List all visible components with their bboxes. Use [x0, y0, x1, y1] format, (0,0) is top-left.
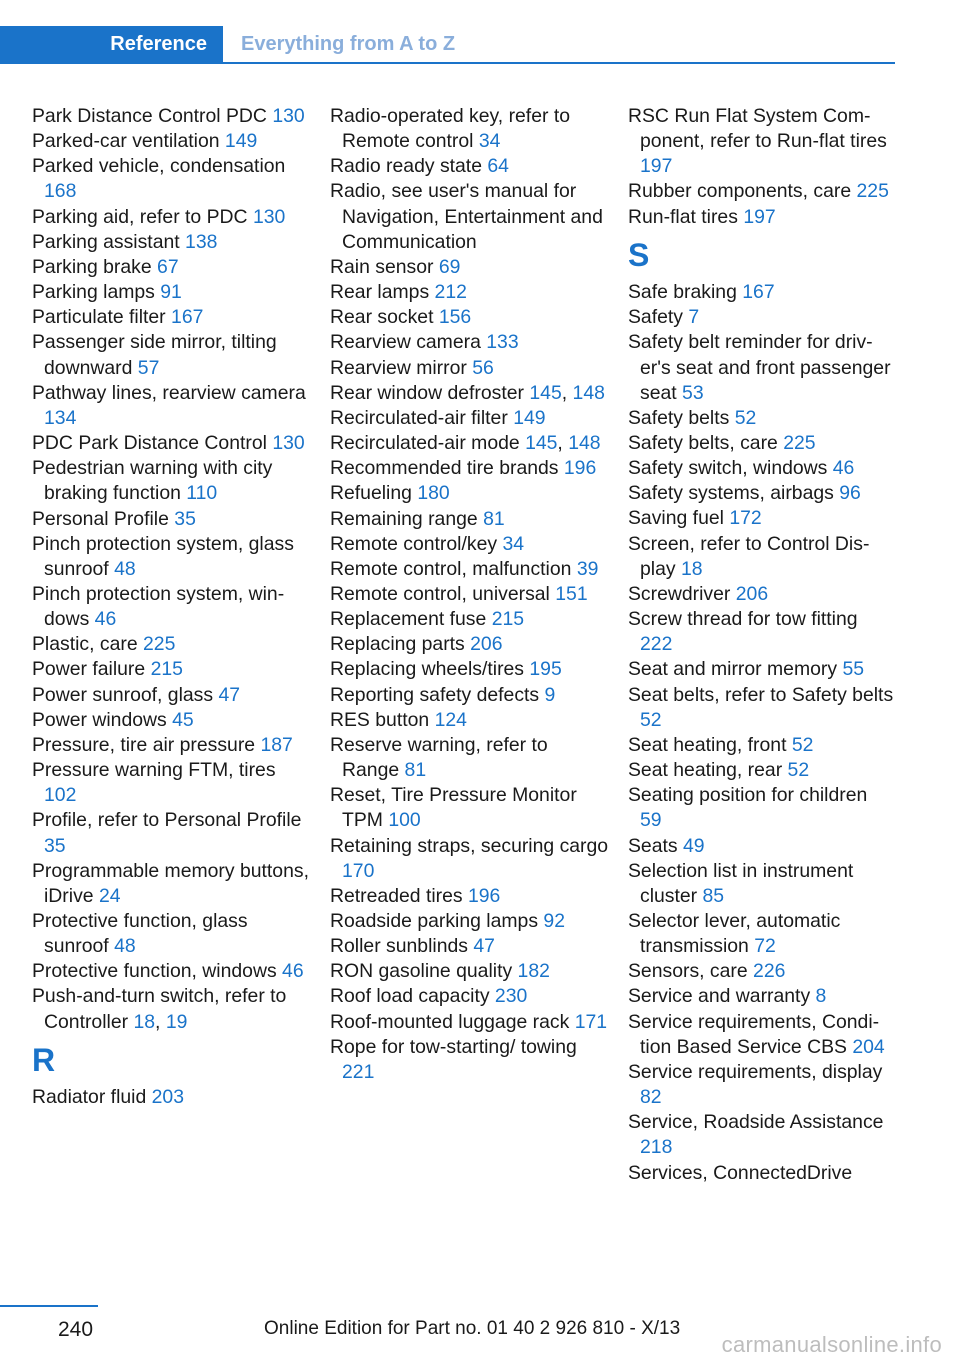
index-entry [628, 104, 894, 179]
page-link[interactable]: 9 [544, 683, 556, 706]
page-link[interactable]: 59 [640, 809, 662, 832]
page-link[interactable]: 212 [434, 281, 467, 304]
page-link[interactable]: 130 [252, 205, 286, 228]
entry-label: Pedestrian warning with city braking function [32, 457, 273, 505]
page-link[interactable]: 124 [434, 708, 467, 731]
index-entry [628, 532, 894, 582]
index-entry [330, 154, 610, 179]
index-entry [628, 1110, 894, 1160]
entry-label: Rope for tow-starting/ towing [330, 1035, 577, 1058]
page-link[interactable]: 100 [388, 809, 421, 832]
page-link[interactable]: 55 [842, 658, 865, 681]
entry-label: Pathway lines, rearview camera [32, 381, 306, 404]
page-link[interactable]: 225 [783, 432, 816, 455]
index-entry [628, 280, 894, 305]
index-entry [628, 783, 894, 833]
entry-label: Protective function, glass sunroof [32, 910, 248, 958]
index-entry [32, 582, 312, 632]
index-entry [330, 507, 610, 532]
index-entry [330, 884, 610, 909]
page-link[interactable]: 167 [742, 281, 775, 304]
index-entry [32, 758, 312, 808]
entry-label: Remote control, malfunction [330, 557, 577, 580]
page-link[interactable]: 222 [640, 633, 673, 656]
tab-everything-a-to-z[interactable]: Everything from A to Z [241, 33, 456, 55]
page-link[interactable]: 57 [137, 356, 160, 379]
index-entry [330, 557, 610, 582]
page-link[interactable]: 52 [640, 708, 662, 731]
entry-label: Selector lever, automatic transmission [628, 909, 841, 958]
entry-label: Service, Roadside Assistance [628, 1111, 884, 1134]
page-link[interactable]: 167 [171, 306, 204, 329]
entry-label: Parking lamps [32, 281, 161, 304]
page-link[interactable]: 34 [502, 532, 525, 555]
entry-label: Rearview mirror [330, 356, 473, 379]
index-entry [32, 632, 312, 657]
entry-label: Pinch protection system, glass sunroof [32, 532, 294, 580]
page-link[interactable]: 156 [438, 306, 472, 329]
page-link[interactable]: 196 [467, 884, 501, 907]
entry-label: Retaining straps, securing cargo [330, 834, 609, 857]
entry-label: Rearview camera [330, 331, 487, 354]
entry-label: Pinch protection system, windows [32, 582, 285, 631]
entry-label: Passenger side mirror, tilting downward [32, 331, 277, 379]
entry-label: Screw thread for tow fitting [628, 608, 858, 631]
page-link[interactable]: 148 [568, 432, 601, 455]
entry-label: Remote control/key [330, 532, 503, 555]
page-link[interactable]: 133 [486, 331, 519, 354]
entry-label: Roof-mounted luggage rack [330, 1010, 575, 1033]
entry-label: Particulate filter [32, 306, 172, 329]
entry-label: Parking assistant [32, 230, 186, 253]
index-entry [330, 984, 610, 1009]
page-link[interactable]: 196 [563, 457, 597, 480]
entry-label: Sensors, care [628, 960, 754, 983]
page-link[interactable]: 218 [640, 1136, 673, 1159]
index-entry [628, 1060, 894, 1110]
index-entry [628, 657, 894, 682]
entry-label: Reset, Tire Pressure Monitor TPM [330, 784, 577, 832]
footer-rule [0, 1305, 98, 1307]
index-entry [330, 708, 610, 733]
entry-label: Park Distance Control PDC [32, 105, 273, 127]
entry-label: Pressure warning FTM, tires [32, 759, 276, 782]
entry-label: Replacing parts [330, 633, 471, 656]
index-entry [330, 456, 610, 481]
index-entry [32, 683, 312, 708]
index-entry [32, 708, 312, 733]
entry-label: Safety belt reminder for driver's seat and front passenger seat [628, 331, 891, 404]
index-entry [32, 456, 312, 506]
entry-label: Roller sunblinds [330, 935, 474, 958]
page-link[interactable]: 204 [852, 1035, 885, 1058]
index-column-1 [32, 104, 312, 1110]
page-link[interactable]: 197 [743, 205, 776, 228]
page-link[interactable]: 52 [787, 759, 810, 782]
entry-label: Run-flat tires [628, 205, 744, 228]
entry-label: Safe braking [628, 281, 743, 304]
page-link[interactable]: 24 [98, 884, 121, 907]
page-link[interactable]: 81 [483, 507, 505, 530]
entry-label: Remote control, universal [330, 582, 556, 605]
entry-label: Remaining range [330, 507, 484, 530]
index-entry [32, 959, 312, 984]
section-letter: R [32, 1041, 56, 1078]
index-entry [32, 129, 312, 154]
page-link[interactable]: 45 [172, 708, 194, 731]
index-entry [330, 783, 610, 833]
entry-label: Rain sensor [330, 255, 439, 278]
index-entry [330, 607, 610, 632]
page-link[interactable]: 226 [753, 960, 786, 983]
index-entry [32, 154, 312, 204]
page-link[interactable]: 187 [260, 733, 293, 756]
page-link[interactable]: 130 [272, 432, 305, 455]
index-entry [330, 1035, 610, 1085]
entry-label: Reserve warning, refer to Range [330, 733, 548, 782]
entry-label: Seat belts, refer to Safety belts [628, 683, 894, 706]
index-entry [330, 632, 610, 657]
entry-label: Rear socket [330, 306, 439, 329]
edition-note: Online Edition for Part no. 01 40 2 926 810 - X/13 [264, 1318, 681, 1339]
index-entry [628, 959, 894, 984]
index-entry [330, 909, 610, 934]
page-link[interactable]: 85 [702, 884, 725, 907]
entry-label: Roof load capacity [330, 985, 495, 1008]
page-link[interactable]: 92 [543, 910, 565, 932]
index-column-2 [330, 104, 610, 1085]
index-entry [628, 859, 894, 909]
index-entry [628, 205, 894, 230]
page-link[interactable]: 52 [734, 406, 757, 429]
index-entry [32, 431, 312, 456]
entry-label: Reporting safety defects [330, 683, 545, 706]
page-link[interactable]: 130 [272, 105, 305, 127]
entry-label: Radio, see user's manual for Navigation, Entertainment and Communication [330, 180, 603, 253]
page-link[interactable]: 46 [94, 608, 117, 631]
entry-label: Rubber components, care [628, 180, 857, 203]
page-link[interactable]: 215 [150, 658, 183, 681]
index-entry [330, 934, 610, 959]
entry-label: Safety [628, 306, 689, 329]
page-link[interactable]: 47 [218, 683, 241, 706]
page-number: 240 [58, 1318, 94, 1341]
index-entry [32, 205, 312, 230]
entry-label: Seat heating, rear [628, 759, 788, 782]
entry-label: Service and warranty [628, 985, 816, 1008]
entry-label: Safety belts [628, 406, 735, 429]
entry-label: Power windows [32, 708, 173, 731]
page-link[interactable]: 225 [856, 180, 889, 203]
entry-label: Personal Profile [32, 507, 175, 530]
index-entry [32, 381, 312, 431]
index-entry [628, 431, 894, 456]
page-link[interactable]: 52 [791, 733, 814, 756]
entry-label: Safety belts, care [628, 432, 784, 455]
page-link[interactable]: 81 [404, 759, 427, 782]
entry-label: Pressure, tire air pressure [32, 733, 261, 756]
index-entry [330, 179, 610, 254]
page-link[interactable]: 102 [44, 784, 77, 807]
index-entry [628, 506, 894, 531]
page-link[interactable]: 46 [832, 457, 855, 480]
index-entry [330, 280, 610, 305]
page-link[interactable]: 82 [640, 1086, 662, 1109]
entry-label: Seats [628, 834, 683, 857]
index-entry [330, 834, 610, 884]
page-link[interactable]: 230 [494, 985, 528, 1008]
index-entry [32, 808, 312, 858]
page-link[interactable]: 197 [640, 155, 673, 178]
entry-label: Seating position for children [628, 784, 868, 807]
entry-label: Seat heating, front [628, 733, 792, 756]
page-link[interactable]: 151 [555, 582, 588, 605]
index-entry: Rear window defroster 145, 148 [330, 381, 605, 404]
page-link[interactable]: 8 [815, 985, 827, 1008]
index-entry [32, 909, 312, 959]
page-link[interactable]: 149 [513, 406, 546, 429]
page-link[interactable]: 35 [174, 507, 196, 530]
index-entry [628, 481, 894, 506]
index-entry [330, 406, 610, 431]
entry-label: Radiator fluid [32, 1086, 152, 1109]
entry-label: Parking aid, refer to PDC [32, 205, 253, 228]
page-link[interactable]: 145 [529, 381, 562, 404]
page-link[interactable]: 34 [478, 130, 501, 153]
page-link[interactable]: 138 [185, 230, 218, 253]
entry-label: PDC Park Distance Control [32, 432, 273, 455]
entry-label: Power failure [32, 658, 151, 681]
index-entry [628, 406, 894, 431]
entry-label: Recirculated-air mode [330, 432, 526, 455]
page-link[interactable]: 91 [160, 281, 182, 304]
index-entry [628, 330, 894, 405]
index-entry [32, 230, 312, 255]
page-link[interactable]: 39 [576, 557, 599, 580]
entry-label: Services, ConnectedDrive [628, 1161, 853, 1184]
page-link[interactable]: 221 [342, 1060, 375, 1083]
section-letter: S [628, 236, 650, 273]
index-entry [330, 330, 610, 355]
index-entry [330, 356, 610, 381]
page-link[interactable]: 206 [735, 582, 769, 605]
entry-label: RON gasoline quality [330, 960, 518, 983]
index-entry [330, 657, 610, 682]
index-entry [32, 507, 312, 532]
page-link[interactable]: 72 [754, 935, 776, 958]
page-link[interactable]: 35 [44, 834, 66, 857]
index-entry [330, 481, 610, 506]
page-link[interactable]: 215 [491, 608, 525, 631]
index-entry [628, 179, 894, 204]
entry-label: Recirculated-air filter [330, 406, 514, 429]
index-entry [32, 532, 312, 582]
index-entry [330, 255, 610, 280]
entry-label: Profile, refer to Personal Profile [32, 809, 302, 832]
page-link[interactable]: 46 [282, 960, 304, 983]
index-entry [628, 582, 894, 607]
entry-label: Programmable memory buttons, iDrive [32, 859, 309, 907]
index-column-3 [628, 104, 894, 1186]
index-entry [330, 532, 610, 557]
page-link[interactable]: 18 [133, 1010, 156, 1033]
page-link[interactable]: 96 [839, 482, 861, 505]
entry-label: Seat and mirror memory [628, 658, 843, 681]
entry-label: Radio ready state [330, 155, 488, 178]
entry-label: Power sunroof, glass [32, 683, 219, 706]
page-link[interactable]: 170 [342, 859, 375, 882]
page-link[interactable]: 171 [574, 1010, 608, 1033]
index-entry [628, 683, 894, 733]
index-entry [32, 733, 312, 758]
entry-label: Safety switch, windows [628, 457, 833, 480]
index-entry [628, 984, 894, 1009]
entry-label: Saving fuel [628, 507, 730, 530]
index-entry [330, 104, 610, 154]
index-entry [330, 733, 610, 783]
page-link[interactable]: 180 [417, 482, 450, 505]
index-entry [32, 280, 312, 305]
index-entry [32, 1085, 312, 1110]
index-entry [32, 104, 312, 129]
page-link[interactable]: 67 [157, 255, 179, 278]
index-entry [628, 758, 894, 783]
index-entry [628, 909, 894, 959]
entry-label: Rear lamps [330, 281, 435, 304]
page-link[interactable]: 145 [525, 432, 558, 455]
entry-label: Roadside parking lamps [330, 910, 544, 932]
index-entry [330, 683, 610, 708]
index-entry [330, 1010, 610, 1035]
header-bar [0, 26, 895, 64]
entry-label: Push-and-turn switch, refer to Controller [32, 985, 287, 1033]
page-link[interactable]: 18 [680, 557, 703, 580]
page-link[interactable]: 172 [729, 507, 762, 530]
entry-label: Replacing wheels/tires [330, 658, 530, 681]
entry-label: RES button [330, 708, 435, 731]
entry-label: Selection list in instrument cluster [628, 859, 854, 907]
entry-label: RSC Run Flat System Component, refer to Run-flat tires [628, 105, 887, 153]
index-entry [330, 582, 610, 607]
page-link[interactable]: 182 [517, 960, 550, 983]
entry-label: Screen, refer to Control Display [628, 532, 870, 580]
entry-label: Refueling [330, 482, 418, 505]
entry-label: Screwdriver [628, 582, 736, 605]
page-link[interactable]: 48 [114, 935, 136, 958]
index-entry [628, 607, 894, 657]
page-link[interactable]: 203 [151, 1086, 184, 1109]
page-link[interactable]: 148 [572, 381, 605, 404]
index-entry [628, 1161, 894, 1186]
tab-reference[interactable]: Reference [0, 26, 223, 62]
entry-label: Protective function, windows [32, 960, 283, 983]
entry-label: Service requirements, display [628, 1060, 883, 1083]
index-entry: Push-and-turn switch, refer to Controller 18, 19 [32, 985, 287, 1033]
entry-label: Parked-car ventilation [32, 130, 225, 153]
page-link[interactable]: 206 [470, 633, 503, 656]
page-link[interactable]: 19 [165, 1010, 188, 1033]
watermark: carmanualsonline.info [721, 1332, 942, 1357]
index-entry [628, 834, 894, 859]
index-entry [628, 305, 894, 330]
entry-label: Rear window defroster [330, 381, 530, 404]
index-entry [32, 330, 312, 380]
index-entry [628, 733, 894, 758]
page-link[interactable]: 47 [473, 935, 495, 958]
page-link[interactable]: 69 [438, 255, 461, 278]
page-link[interactable]: 110 [186, 482, 218, 505]
page-link[interactable]: 48 [114, 557, 136, 580]
page-link[interactable]: 53 [682, 381, 704, 404]
entry-label: Plastic, care [32, 633, 143, 656]
index-entry [330, 305, 610, 330]
entry-label: Service requirements, Condition Based Service CBS [628, 1010, 880, 1058]
page-link[interactable]: 64 [487, 155, 509, 178]
entry-label: Safety systems, airbags [628, 482, 840, 505]
index-entry [628, 456, 894, 481]
entry-label: Recommended tire brands [330, 457, 564, 480]
entry-label: Replacement fuse [330, 608, 492, 631]
index-entry [32, 859, 312, 909]
page-link[interactable]: 225 [143, 633, 176, 656]
index-entry: Recirculated-air mode 145, 148 [330, 432, 601, 455]
page-link[interactable]: 7 [688, 306, 700, 329]
page-link[interactable]: 195 [529, 658, 562, 681]
index-entry [628, 1010, 894, 1060]
index-entry [32, 657, 312, 682]
index-entry [32, 305, 312, 330]
entry-label: Retreaded tires [330, 884, 468, 907]
page-link[interactable]: 168 [44, 180, 77, 203]
index-entry [330, 959, 610, 984]
page-link[interactable]: 134 [44, 406, 77, 429]
page-link[interactable]: 56 [472, 356, 494, 379]
page-link[interactable]: 49 [682, 834, 705, 857]
page-link[interactable]: 149 [224, 130, 258, 153]
index-entry [32, 255, 312, 280]
entry-label: Parked vehicle, condensation [32, 155, 286, 178]
entry-label: Radio-operated key, refer to Remote control [330, 105, 570, 153]
entry-label: Parking brake [32, 255, 158, 278]
